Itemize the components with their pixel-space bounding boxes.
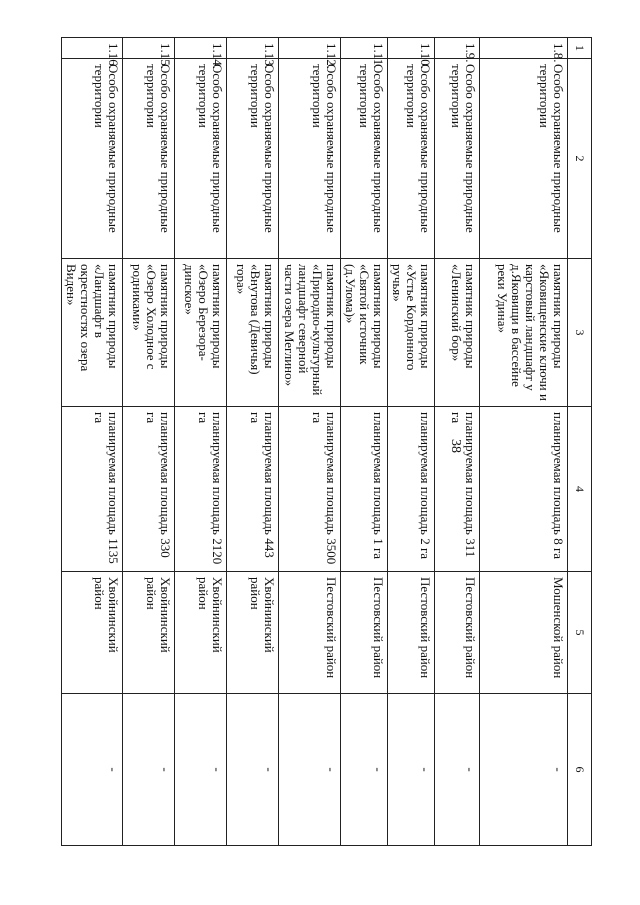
row-number-cell: 1.9. [435,38,480,59]
object-name-cell: памятник природы «Внутова (Девичья) гора» [226,259,278,407]
note-cell: - [340,694,387,846]
page-number: 38 [448,439,463,453]
note-cell: - [387,694,434,846]
header-cell-4: 4 [568,407,592,572]
row-number-cell: 1.15. [122,38,174,59]
planned-area-cell: планируемая площадь 330 га [122,407,174,572]
table-row [480,38,568,846]
territory-type-cell: Особо охраняемые природные территории [387,59,434,259]
table-row [226,38,278,846]
district-cell: Пестовский район [435,572,480,694]
district-cell: Хвойнинский район [174,572,226,694]
object-name-cell: памятник природы «Ленинский бор» [435,259,480,407]
table-row [61,38,122,846]
row-number-cell: 1.16. [61,38,122,59]
table-row [122,38,174,846]
row-number-cell: 1.8. [480,38,568,59]
object-name-cell: памятник природы «Святой источник (д.Улома)» [340,259,387,407]
protected-areas-table [61,37,592,846]
district-cell: Хвойнинский район [122,572,174,694]
territory-type-cell: Особо охраняемые природные территории [226,59,278,259]
territory-type-cell: Особо охраняемые природные территории [122,59,174,259]
planned-area-cell: планируемая площадь 2 га [387,407,434,572]
table-row [435,38,480,846]
territory-type-cell: Особо охраняемые природные территории [435,59,480,259]
note-cell: - [61,694,122,846]
row-number-cell: 1.14. [174,38,226,59]
object-name-cell: памятник природы «Устье Кордонного ручья» [387,259,434,407]
row-number-cell: 1.10. [387,38,434,59]
district-cell: Мошенской район [480,572,568,694]
note-cell: - [174,694,226,846]
row-number-cell: 1.12. [278,38,340,59]
note-cell: - [480,694,568,846]
territory-type-cell: Особо охраняемые природные территории [480,59,568,259]
object-name-cell: памятник природы «Ландшафт в окрестностях озера Виден» [61,259,122,407]
planned-area-cell: планируемая площадь 2120 га [174,407,226,572]
territory-type-cell: Особо охраняемые природные территории [278,59,340,259]
header-cell-3: 3 [568,259,592,407]
planned-area-cell: планируемая площадь 1135 га [61,407,122,572]
table-header-row [568,38,592,846]
district-cell: Хвойнинский район [61,572,122,694]
header-cell-5: 5 [568,572,592,694]
planned-area-cell: планируемая площадь 443 га [226,407,278,572]
planned-area-cell: планируемая площадь 8 га [480,407,568,572]
planned-area-cell: планируемая площадь 1 га [340,407,387,572]
header-cell-2: 2 [568,59,592,259]
note-cell: - [278,694,340,846]
rotated-table-frame [63,37,592,845]
district-cell: Пестовский район [340,572,387,694]
object-name-cell: памятник природы «Природно-культурный ландшафт северной части озера Меглино» [278,259,340,407]
table-row [340,38,387,846]
district-cell: Пестовский район [387,572,434,694]
note-cell: - [435,694,480,846]
planned-area-cell: планируемая площадь 3500 га [278,407,340,572]
note-cell: - [122,694,174,846]
note-cell: - [226,694,278,846]
territory-type-cell: Особо охраняемые природные территории [340,59,387,259]
row-number-cell: 1.11. [340,38,387,59]
district-cell: Пестовский район [278,572,340,694]
territory-type-cell: Особо охраняемые природные территории [174,59,226,259]
row-number-cell: 1.13. [226,38,278,59]
table-row [174,38,226,846]
territory-type-cell: Особо охраняемые природные территории [61,59,122,259]
object-name-cell: памятник природы «Яковищенские ключи и карстовый ландшафт у д.Яковищи в бассейне реки Удина» [480,259,568,407]
table-row [278,38,340,846]
header-cell-6: 6 [568,694,592,846]
object-name-cell: памятник природы «Озеро Холодное с родниками» [122,259,174,407]
planned-area-cell: планируемая площадь 311 га [435,407,480,572]
district-cell: Хвойнинский район [226,572,278,694]
object-name-cell: памятник природы «Озеро Березорадинское» [174,259,226,407]
header-cell-1: 1 [568,38,592,59]
table-row [387,38,434,846]
table-container [63,37,592,845]
